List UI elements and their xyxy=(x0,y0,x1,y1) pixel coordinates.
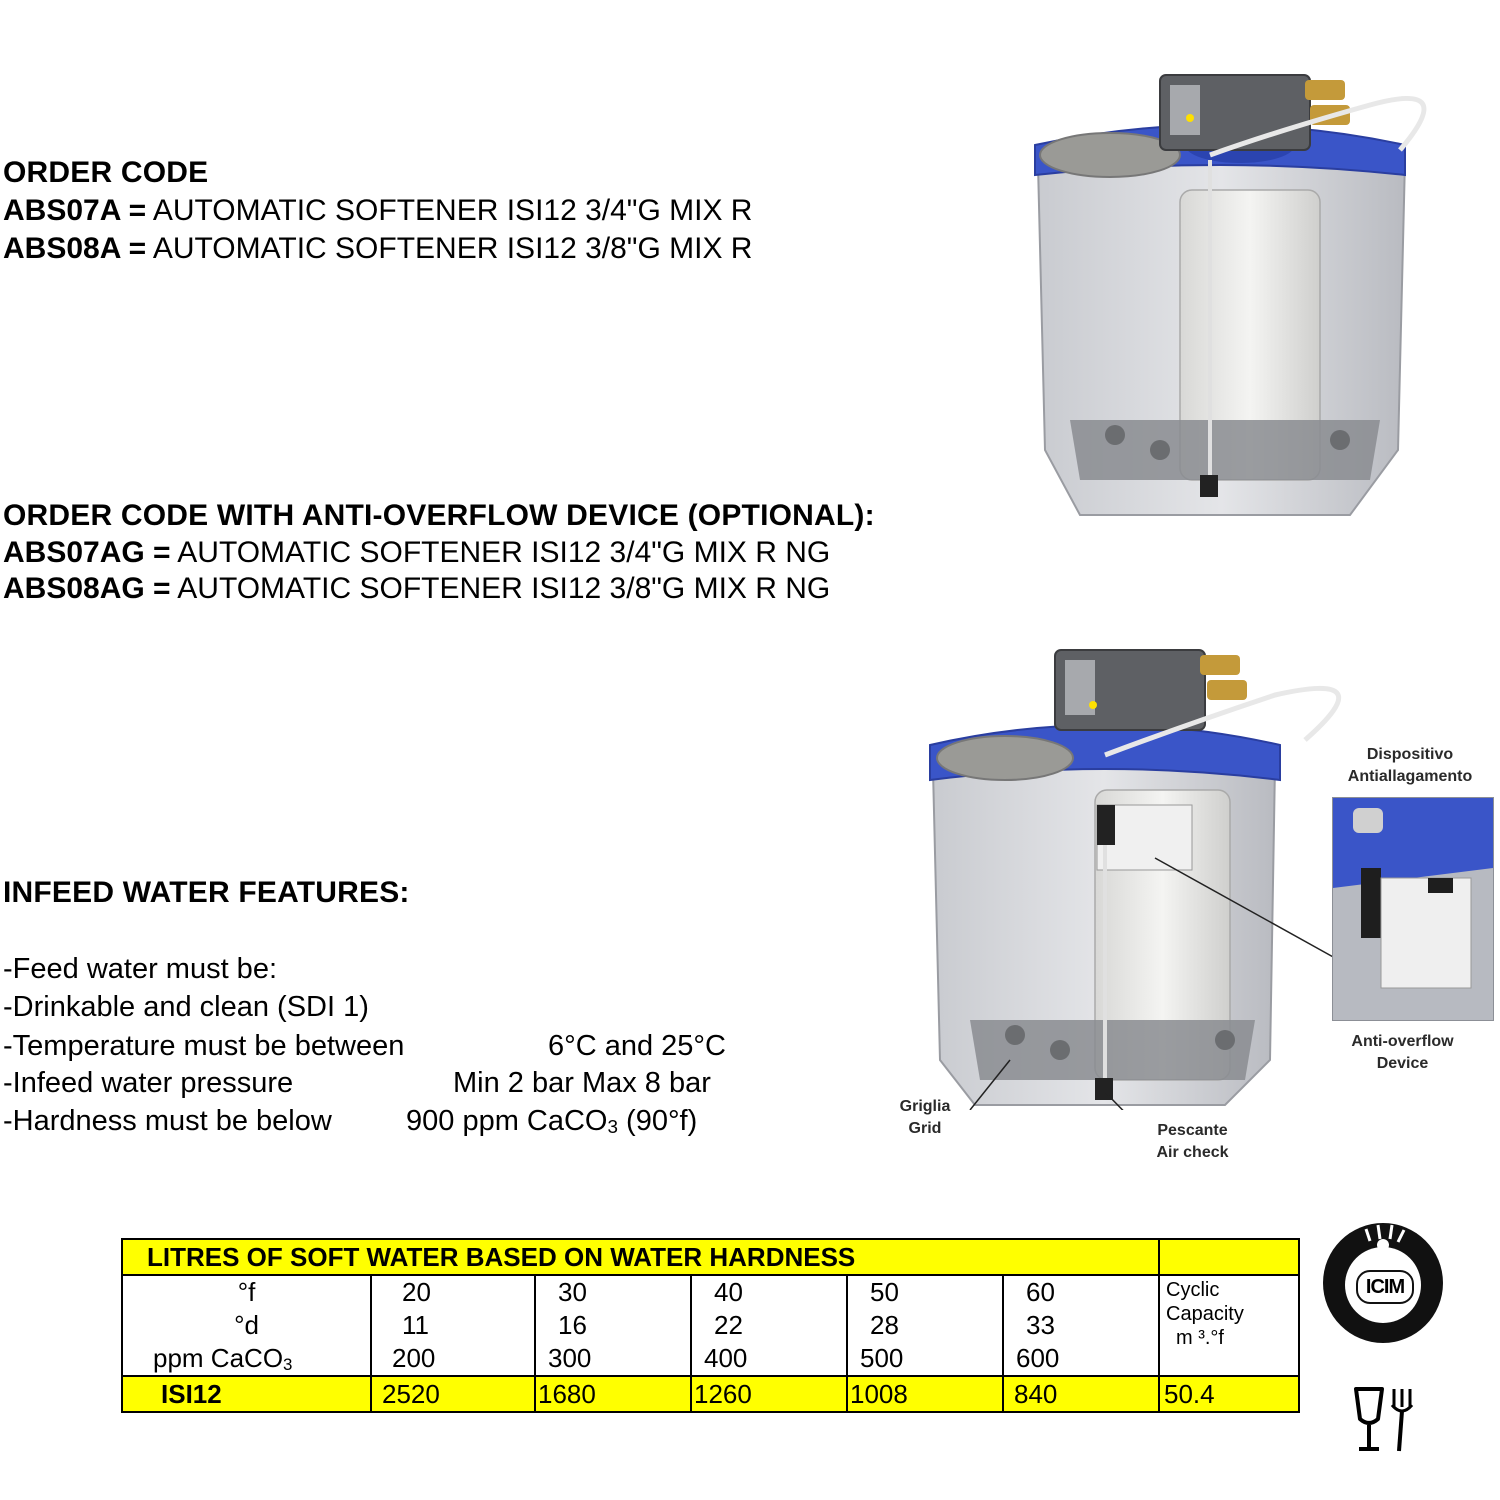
callout-pescante: Pescante Air check xyxy=(1156,1122,1229,1161)
feature-label: -Temperature must be between xyxy=(3,1030,405,1062)
table-header-empty xyxy=(1159,1239,1299,1275)
row-label: °d xyxy=(122,1309,371,1342)
icim-label: ICIM xyxy=(1356,1270,1414,1304)
table-cell: 840 xyxy=(1003,1376,1159,1412)
table-cell: 1008 xyxy=(847,1376,1003,1412)
order-code: ABS07AG = xyxy=(3,536,171,569)
feature-line xyxy=(3,1105,763,1138)
table-cell: 500 xyxy=(847,1342,1003,1376)
cyclic-capacity-label: Cyclic Capacity m ³.°f xyxy=(1159,1275,1299,1376)
row-label: ISI12 xyxy=(122,1376,371,1412)
table-cell: 600 xyxy=(1003,1342,1159,1376)
callout-dispositivo: Dispositivo Antiallagamento xyxy=(1347,746,1473,785)
glass-fork-icon xyxy=(1352,1385,1414,1457)
table-cell: 1680 xyxy=(535,1376,691,1412)
table-row xyxy=(122,1342,1299,1376)
feature-label: -Infeed water pressure xyxy=(3,1067,294,1099)
order-code-ag-heading: ORDER CODE WITH ANTI-OVERFLOW DEVICE (OPTIONAL): xyxy=(3,499,875,532)
feature-value: 6°C and 25°C xyxy=(548,1030,726,1062)
feature-line: -Drinkable and clean (SDI 1) xyxy=(3,991,369,1023)
table-cell: 30 xyxy=(535,1275,691,1309)
icim-badge xyxy=(1308,1215,1458,1345)
order-code-heading: ORDER CODE xyxy=(3,156,209,189)
softener-illustration xyxy=(1020,50,1440,520)
feature-line xyxy=(3,1030,763,1063)
order-code-ag-line-2 xyxy=(3,572,830,606)
table-cell: 400 xyxy=(691,1342,847,1376)
callout-anti-overflow: Anti-overflow Device xyxy=(1351,1033,1454,1072)
order-code: ABS08A = xyxy=(3,232,147,265)
softener-image xyxy=(1020,50,1440,520)
table-row xyxy=(122,1309,1299,1342)
order-description: AUTOMATIC SOFTENER ISI12 3/8"G MIX R xyxy=(152,232,753,265)
feature-label: -Hardness must be below xyxy=(3,1105,332,1137)
row-label: °f xyxy=(122,1275,371,1309)
table-cell: 40 xyxy=(691,1275,847,1309)
table-cell: 50 xyxy=(847,1275,1003,1309)
table-title: LITRES OF SOFT WATER BASED ON WATER HARDNESS xyxy=(122,1239,1159,1275)
anti-overflow-inset-image xyxy=(1333,798,1493,1020)
feature-value: Min 2 bar Max 8 bar xyxy=(453,1067,711,1099)
table-row-isi12 xyxy=(122,1376,1299,1412)
table-row xyxy=(122,1275,1299,1309)
feature-line xyxy=(3,1067,763,1100)
table-cell: 16 xyxy=(535,1309,691,1342)
order-description: AUTOMATIC SOFTENER ISI12 3/4"G MIX R NG xyxy=(177,536,831,569)
table-cell-cyclic: 50.4 xyxy=(1159,1376,1299,1412)
order-code: ABS08AG = xyxy=(3,572,171,605)
order-description: AUTOMATIC SOFTENER ISI12 3/8"G MIX R NG xyxy=(177,572,831,605)
softener-image xyxy=(925,630,1375,1110)
table-cell: 28 xyxy=(847,1309,1003,1342)
table-cell: 1260 xyxy=(691,1376,847,1412)
features-heading: INFEED WATER FEATURES: xyxy=(3,876,410,909)
food-safe-icon xyxy=(1352,1385,1414,1462)
order-code-line-2 xyxy=(3,232,752,266)
table-cell: 300 xyxy=(535,1342,691,1376)
order-code-ag-line-1 xyxy=(3,536,830,570)
table-cell: 22 xyxy=(691,1309,847,1342)
callout-griglia: Griglia Grid xyxy=(899,1098,951,1137)
row-label: ppm CaCO$_3$ xyxy=(122,1342,371,1376)
table-cell: 20 xyxy=(371,1275,535,1309)
order-code-line-1 xyxy=(3,194,752,228)
order-description: AUTOMATIC SOFTENER ISI12 3/4"G MIX R xyxy=(152,194,753,227)
table-cell: 11 xyxy=(371,1309,535,1342)
softener-illustration-anti-overflow xyxy=(925,630,1375,1110)
table-cell: 2520 xyxy=(371,1376,535,1412)
table-cell: 33 xyxy=(1003,1309,1159,1342)
table-cell: 200 xyxy=(371,1342,535,1376)
anti-overflow-inset xyxy=(1332,797,1494,1021)
feature-value: 900 ppm CaCO$_3$ (90°f) xyxy=(406,1105,698,1137)
soft-water-table xyxy=(121,1238,1300,1413)
order-code: ABS07A = xyxy=(3,194,147,227)
feature-line: -Feed water must be: xyxy=(3,953,277,985)
table-cell: 60 xyxy=(1003,1275,1159,1309)
table-header-row xyxy=(122,1239,1299,1275)
